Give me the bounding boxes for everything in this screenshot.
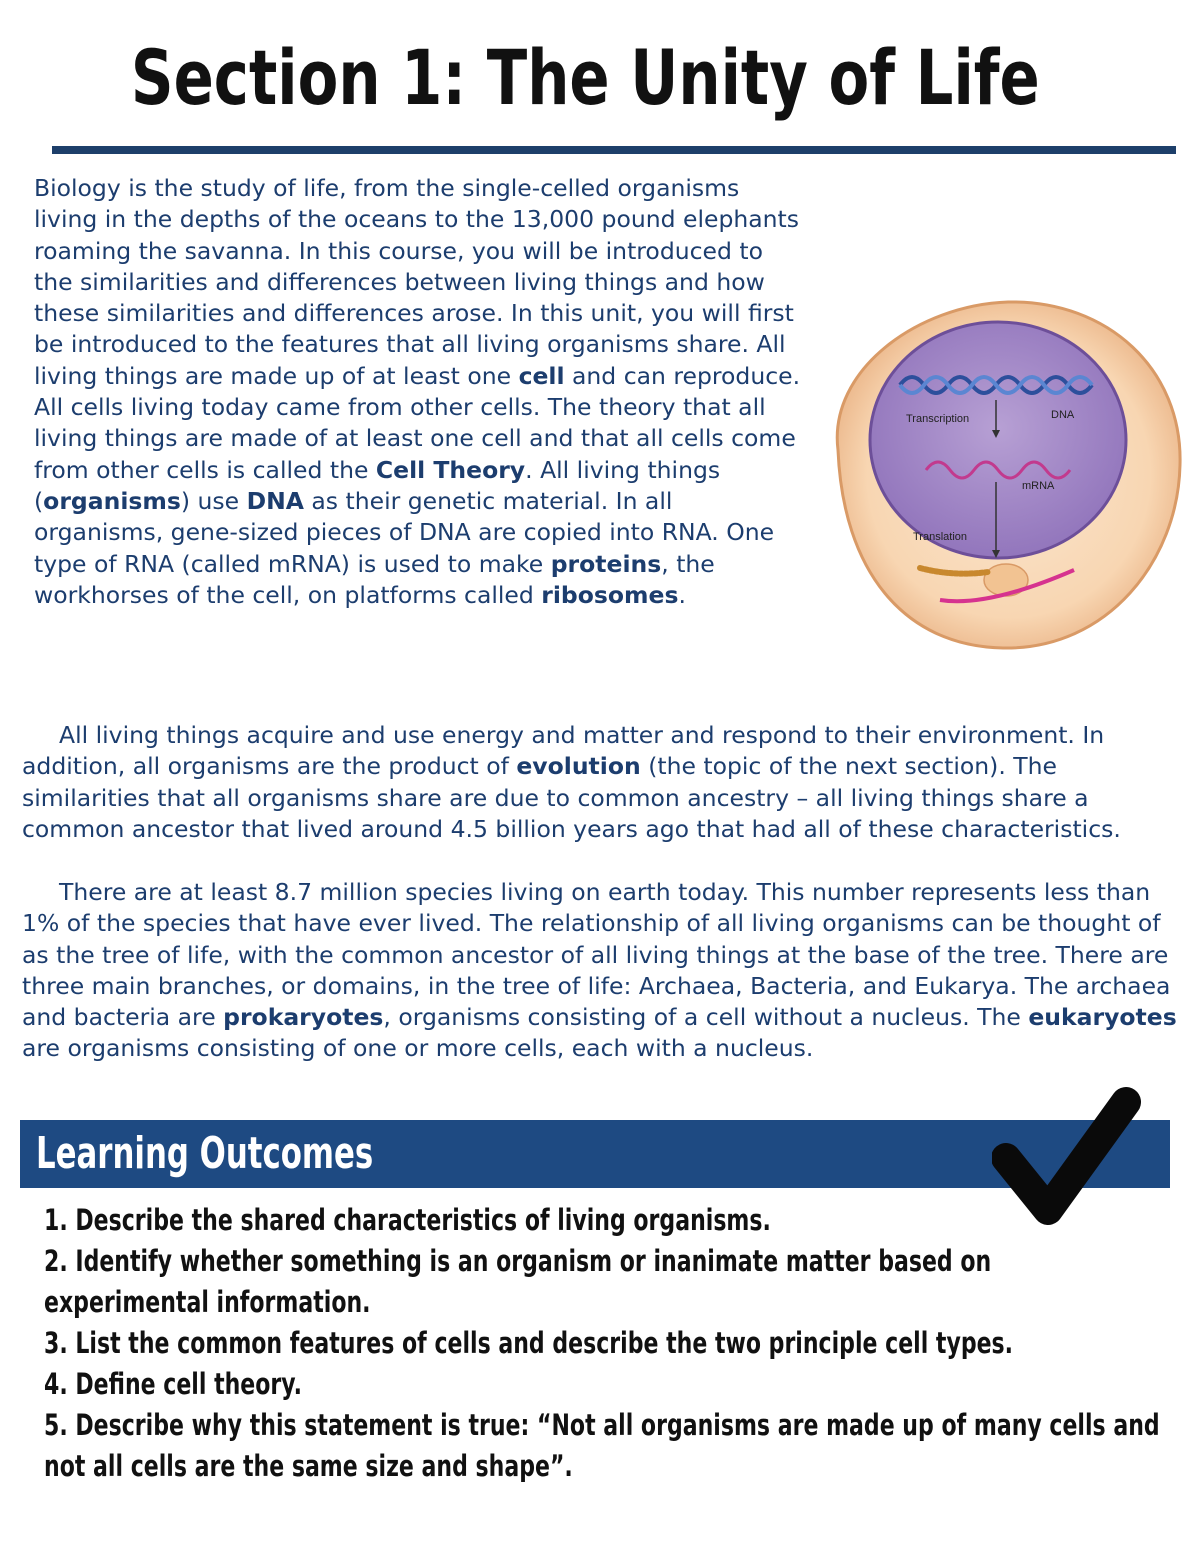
- page-title: Section 1: The Unity of Life: [130, 33, 1040, 122]
- cell-diagram: [808, 290, 1192, 660]
- outcome-item: 3. List the common features of cells and describe the two principle cell types.: [44, 1326, 1014, 1360]
- term-ribosomes: ribosomes: [541, 580, 679, 609]
- paragraph-energy-evolution: All living things acquire and use energy and matter and respond to their environment. In addition, all organisms are the product of evolution (the topic of the next section). The similarities that all organisms share are due to common ancestry – all living things share a common ancestor that lived around 4.5 billion years ago that had all of these characteristics.: [22, 721, 1121, 843]
- term-prokaryotes: prokaryotes: [223, 1003, 384, 1032]
- outcome-item: 5. Describe why this statement is true: “Not all organisms are made up of many cells and not all cells are the same size and shape”.: [44, 1408, 1160, 1483]
- outcome-item: 1. Describe the shared characteristics of living organisms.: [44, 1203, 771, 1237]
- learning-outcomes-title: Learning Outcomes: [36, 1128, 374, 1179]
- learning-outcomes-list: [44, 1200, 1161, 1487]
- term-cell-theory: Cell Theory: [375, 455, 526, 484]
- outcome-item: 4. Define cell theory.: [44, 1367, 302, 1401]
- label-mrna: mRNA: [1022, 480, 1055, 492]
- term-cell: cell: [518, 361, 565, 390]
- outcome-item: 2. Identify whether something is an organism or inanimate matter based on experimental information.: [44, 1244, 992, 1319]
- term-eukaryotes: eukaryotes: [1028, 1003, 1177, 1032]
- intro-paragraph: Biology is the study of life, from the single-celled organisms living in the depths of the oceans to the 13,000 pound elephants roaming the savanna. In this course, you will be introduced to the similarities and differences between living things and how these similarities and differences arose. In this unit, you will first be introduced to the features that all living organisms share. All living things are made up of at least one cell and can reproduce. All cells living today came from other cells. The theory that all living things are made of at least one cell and that all cells come from other cells is called the Cell Theory. All living things (organisms) use DNA as their genetic material. In all organisms, gene-sized pieces of DNA are copied into RNA. One type of RNA (called mRNA) is used to make proteins, the workhorses of the cell, on platforms called ribosomes.: [34, 174, 801, 609]
- title-underline: [52, 146, 1176, 154]
- label-transcription: Transcription: [906, 413, 970, 425]
- label-translation: Translation: [913, 531, 968, 543]
- label-dna: DNA: [1051, 409, 1075, 421]
- term-evolution: evolution: [516, 752, 641, 781]
- term-organisms: organisms: [43, 486, 181, 515]
- term-proteins: proteins: [550, 549, 662, 578]
- paragraph-tree-of-life: There are at least 8.7 million species living on earth today. This number represents less than 1% of the species that have ever lived. The relationship of all living organisms can be thought of as the tree of life, with the common ancestor of all living things at the base of the tree. There are three main branches, or domains, in the tree of life: Archaea, Bacteria, and Eukarya. The archaea and bacteria are prokaryotes, organisms consisting of a cell without a nucleus. The eukaryotes are organisms consisting of one or more cells, each with a nucleus.: [22, 878, 1177, 1063]
- nucleus: [870, 322, 1126, 558]
- term-dna: DNA: [246, 486, 304, 515]
